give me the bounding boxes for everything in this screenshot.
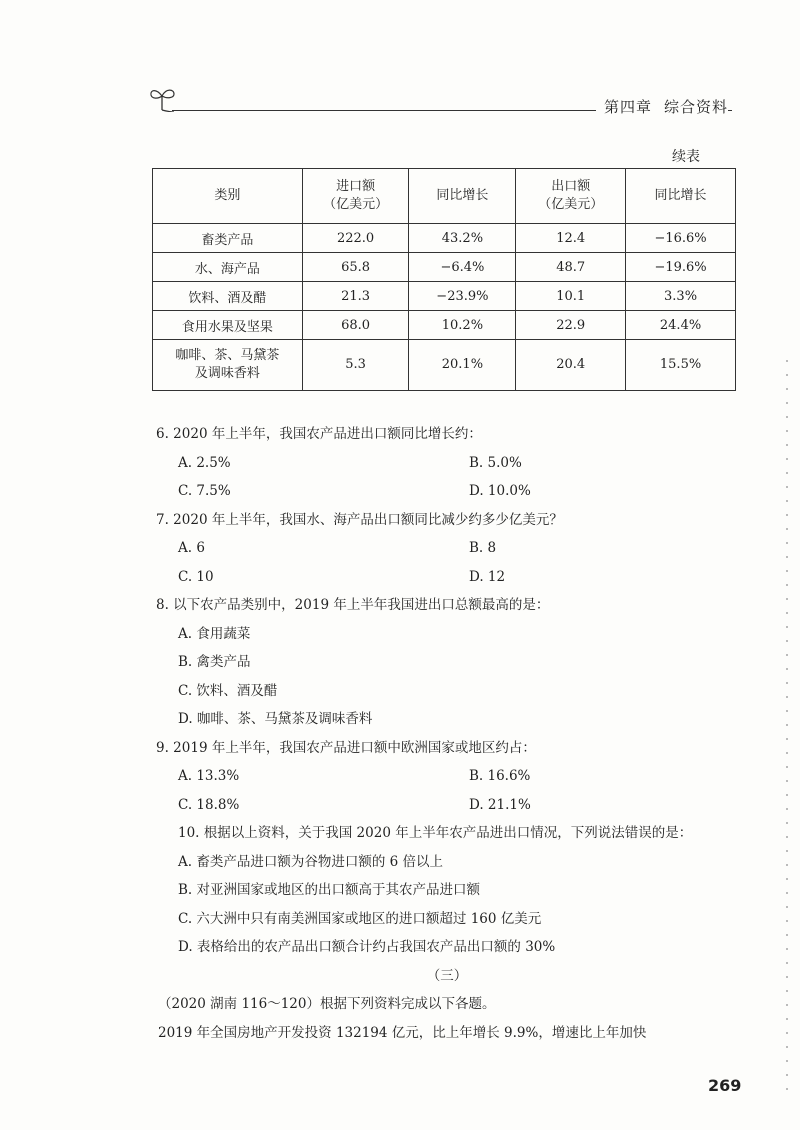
question-stem: 7. 2020 年上半年，我国水、海产品出口额同比减少约多少亿美元？ [156,511,563,528]
table-row [153,282,736,311]
table-cell: 68.0 [302,311,409,340]
question-stem: 10. 根据以上资料，关于我国 2020 年上半年农产品进出口情况，下列说法错误的是： [178,825,693,841]
answer-option: A. 食用蔬菜 [178,625,251,642]
table-cell: 10.2% [409,311,516,340]
table-cell: 10.1 [516,282,626,311]
question-options [156,620,738,734]
table-cell: 15.5% [626,340,736,391]
table-cell: −23.9% [409,282,516,311]
sprout-icon [148,86,178,112]
table-cell: 饮料、酒及醋 [153,282,303,311]
table-header-cell: 出口额 （亿美元） [516,169,626,224]
answer-option: A. 2.5% [178,454,231,471]
answer-option: C. 六大洲中只有南美洲国家或地区的进口额超过 160 亿美元 [178,910,542,927]
table-cell: 20.4 [516,340,626,391]
answer-option: B. 16.6% [469,768,531,784]
answer-option: C. 18.8% [178,796,240,813]
table-cell: 21.3 [302,282,409,311]
table-header-row [153,169,736,224]
table-cell: 3.3% [626,282,736,311]
answer-option: D. 10.0% [469,483,531,499]
table-cell: 22.9 [516,311,626,340]
table-cell: 222.0 [302,224,409,253]
table-cell: 48.7 [516,253,626,282]
answer-option: D. 21.1% [469,796,531,813]
table-row [153,340,736,391]
answer-option: B. 对亚洲国家或地区的出口额高于其农产品进口额 [178,882,481,898]
table-header-cell: 同比增长 [626,169,736,224]
table-row [153,224,736,253]
question-stem: 9. 2019 年上半年，我国农产品进口额中欧洲国家或地区约占： [156,739,536,756]
question-options [156,534,738,591]
question-stem: 8. 以下农产品类别中，2019 年上半年我国进出口总额最高的是： [156,597,550,613]
answer-option: D. 咖啡、茶、马黛茶及调味香料 [178,711,373,727]
answer-option: C. 7.5% [178,483,231,499]
table-cell: 畜类产品 [153,224,303,253]
question-list [156,420,738,962]
material-intro: （2020 湖南 116～120）根据下列资料完成以下各题。 [158,996,496,1012]
section-marker: （三） [426,967,468,984]
export-import-table [152,168,736,391]
answer-option: A. 畜类产品进口额为谷物进口额的 6 倍以上 [178,853,444,870]
table-header-cell: 类别 [153,169,303,224]
question-options [156,762,738,819]
question-stem: 6. 2020 年上半年，我国农产品进出口额同比增长约： [156,426,482,442]
answer-option: A. 13.3% [178,768,240,784]
table-body [153,224,736,391]
table-cell: 水、海产品 [153,253,303,282]
table-cell: 咖啡、茶、马黛茶 及调味香料 [153,340,303,391]
question-options [156,848,738,962]
answer-option: B. 8 [469,540,497,556]
table-cell: −6.4% [409,253,516,282]
question-options [156,449,738,506]
table-cell: 食用水果及坚果 [153,311,303,340]
table-cell: 20.1% [409,340,516,391]
answer-option: D. 表格给出的农产品出口额合计约占我国农产品出口额的 30% [178,939,556,955]
running-header [148,84,728,124]
table-header-cell: 同比增长 [409,169,516,224]
questions-area [156,420,738,1047]
margin-binding-dots [786,360,788,1100]
table-row [153,253,736,282]
answer-option: C. 10 [178,568,214,585]
table-cell: 12.4 [516,224,626,253]
table-cell: −16.6% [626,224,736,253]
page-number: 269 [708,1076,742,1095]
answer-option: C. 饮料、酒及醋 [178,682,278,699]
answer-option: B. 禽类产品 [178,654,251,670]
table-cell: 43.2% [409,224,516,253]
material-paragraph: 2019 年全国房地产开发投资 132194 亿元，比上年增长 9.9%，增速比上年加快 [158,1024,647,1041]
table-row [153,311,736,340]
answer-option: B. 5.0% [469,454,522,471]
table-cell: 24.4% [626,311,736,340]
table-cell: 5.3 [302,340,409,391]
table-header-cell: 进口额 （亿美元） [302,169,409,224]
answer-option: D. 12 [469,568,506,585]
chapter-title: 第四章 综合资料 [596,96,728,117]
answer-option: A. 6 [178,540,205,556]
table-continued-label: 续表 [672,149,700,165]
table-cell: −19.6% [626,253,736,282]
table-cell: 65.8 [302,253,409,282]
